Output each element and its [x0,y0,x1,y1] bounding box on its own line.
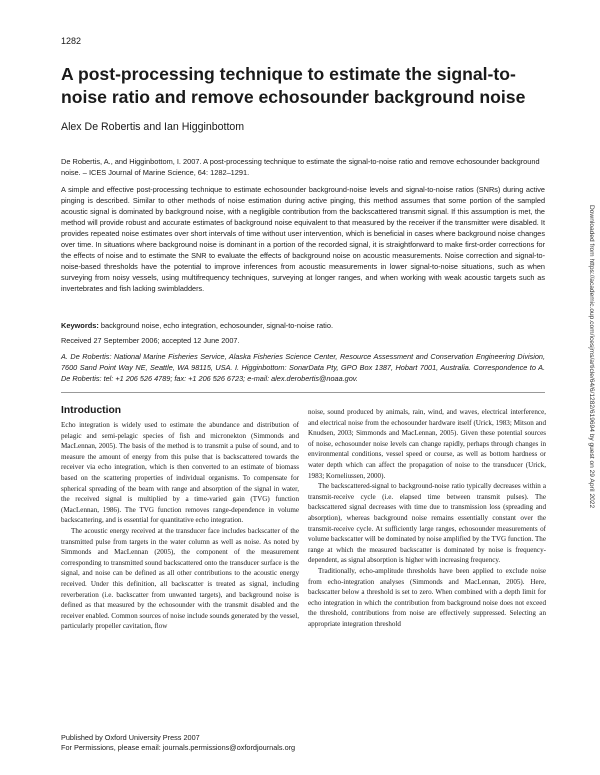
abstract: A simple and effective post-processing technique to estimate echosounder background-noise levels and signal-to-noise ratios (SNRs) during active pinging is described. Similar to other methods of noise estimation during active pinging, this method assumes that some portion of the sampled acoustic signal is dominated by background noise, with a negligible contribution from the backscattered transmit signal. If this assumption is met, the method will provide robust and accurate estimates of background noise equivalent to that measured by the receiver if the transmitter were disabled. It provides repeated noise estimates over short intervals of time without user intervention, which is beneficial in cases where background noise changes over time. In situations where background noise is dominant in a portion of the recorded signal, it is straightforward to make first-order corrections for the effects of noise and to estimate the SNR to evaluate the effects of background noise on acoustic measurements. Noise correction and signal-to-noise-based thresholds have the potential to improve inferences from acoustic measurements in lower signal-to-noise situations, such as when surveying from noisy vessels, using multifrequency techniques, surveying at longer ranges, and when working with weak acoustic targets such as invertebrates and fish lacking swimbladders. [61,185,545,293]
citation: De Robertis, A., and Higginbottom, I. 2007. A post-processing technique to estimate the signal-to-noise ratio and remove echosounder background noise. – ICES Journal of Marine Science, 64: 1282–1291. [61,157,540,177]
keywords-label: Keywords: [61,321,99,330]
paragraph: noise, sound produced by animals, rain, wind, and waves, electrical interference, and electrical noise from the echosounder hardware itself (Urick, 1983; Mitson and Knudsen, 2003; Simmonds and MacLennan, 2005). Given these potential sources of noise, echosounder noise levels can change rapidly, perhaps through changes in environmental conditions, vessel speed or course, as well as bottom hardness or water depth which can affect the propagation of noise to the transducer (Urick, 1983; Korneliussen, 2000). [308,408,546,480]
author-affiliations: A. De Robertis: National Marine Fisheries Service, Alaska Fisheries Science Center, Resource Assessment and Conservation Engineering Division, 7600 Sand Point Way NE, Seattle, WA 98115, USA. I. Higginbottom: SonarData Pty, GPO Box 1387, Hobart 7001, Australia. Correspondence to A. De Robertis: tel: +1 206 526 4789; fax: +1 206 526 6723; e-mail: alex.derobertis@noaa.gov. [61,352,545,383]
author-list: Alex De Robertis and Ian Higginbottom [61,121,245,133]
keywords [61,321,545,330]
paragraph: Traditionally, echo-amplitude thresholds have been applied to exclude noise from echo-integration analyses (Simmonds and MacLennan, 2005). Here, backscatter below a threshold is set to zero. When combined with a depth limit for echo integration in which the contribution from background noise does not exceed the threshold, contributions from noise are effectively suppressed. Selecting an appropriate integration threshold [308,566,546,628]
section-heading-introduction: Introduction [61,405,122,416]
paragraph: The acoustic energy received at the transducer face includes backscatter of the transmitted pulse from targets in the water column as well as noise. As noted by Simmonds and MacLennan (2005), the component of the measurement corresponding to transmitted sound backscattered onto the transducer surface is the signal, and noise can be defined as all other contributions to the acoustic energy received. Under this definition, all backscatter is treated as signal, including reverberation (i.e. backscatter from unwanted targets), and background noise is defined as that measured by the echosounder with the transmit disabled and the receiver enabled. Common sources of noise include sounds generated by the vessel, particularly propeller cavitation, flow [61,526,299,631]
publisher-footer [61,733,295,753]
section-divider [61,392,545,393]
article-title: A post-processing technique to estimate the signal-to-noise ratio and remove echosounder background noise [61,64,526,107]
permissions-line: For Permissions, please email: journals.permissions@oxfordjournals.org [61,743,296,752]
keywords-text: background noise, echo integration, echosounder, signal-to-noise ratio. [100,321,333,330]
publisher-line: Published by Oxford University Press 2007 [61,733,200,742]
received-dates: Received 27 September 2006; accepted 12 June 2007. [61,336,240,345]
paragraph: The backscattered-signal to background-noise ratio typically decreases within a transmit-receive cycle (i.e. elapsed time between transmit pulses). The backscattered signal decreases with time due to transmission loss (spreading and absorption), whereas background noise remains essentially constant over the transmit-receive cycle. At sufficiently large ranges, echosounder measurements of volume backscatter will be dominated by noise amplified by the TVG function. The range at which the measured backscatter is dominated by noise is frequency-dependent, as signal absorption is higher with increasing frequency. [308,482,546,565]
right-column [308,407,546,629]
left-column [61,405,299,632]
page-number: 1282 [61,36,82,46]
paragraph: Echo integration is widely used to estimate the abundance and distribution of pelagic and semi-pelagic species of fish and micronekton (Simmonds and MacLennan, 2005). The basis of the method is to transmit a pulse of sound, and to measure the amount of energy from this pulse that is backscattered towards the receiver via echo integration, which is then converted to an estimate of biomass based on the scattering properties of individual organisms. To compensate for spherical spreading of the beam with range and absorption of the signal in water, the received signal is multiplied by a time-varied gain (TVG) function (MacLennan, 1986). The TVG function removes range-dependence in volume backscattering, and is essential for quantitative echo integration. [61,421,299,525]
download-watermark: Downloaded from https://academic.oup.com/icesjms/article/64/6/1282/619694 by guest on 29 April 2022 [588,205,595,509]
